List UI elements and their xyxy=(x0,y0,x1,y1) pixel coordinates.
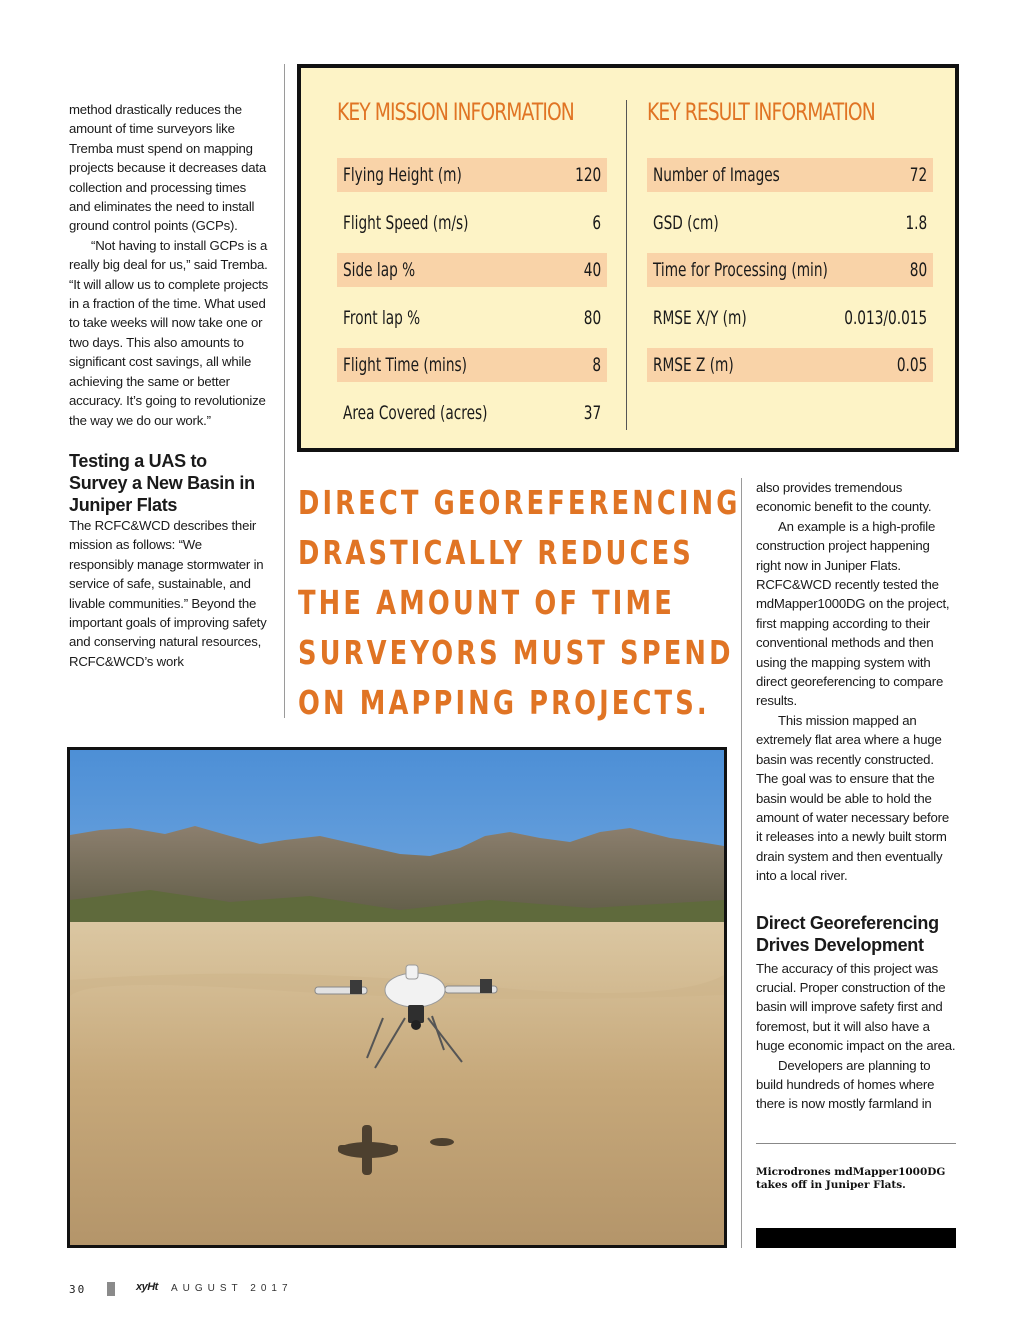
result-row xyxy=(647,206,933,240)
page-footer xyxy=(69,1280,369,1300)
right-text-column xyxy=(756,478,956,1114)
mission-info-title: KEY MISSION INFORMATION xyxy=(337,98,574,126)
result-info-title: KEY RESULT INFORMATION xyxy=(647,98,875,126)
mission-row xyxy=(337,301,607,335)
left-section-heading: Testing a UAS to Survey a New Basin in Juniper Flats xyxy=(69,450,255,515)
drone-photo-illustration xyxy=(70,750,724,1245)
pull-quote xyxy=(298,478,741,728)
mission-row-label: Front lap % xyxy=(343,306,421,329)
footer-square xyxy=(107,1282,115,1296)
mission-row-label: Flying Height (m) xyxy=(343,164,462,186)
result-row-label: RMSE Z (m) xyxy=(653,354,734,376)
issue-date: AUGUST 2017 xyxy=(171,1283,293,1294)
result-row xyxy=(647,253,933,287)
result-row xyxy=(647,348,933,382)
mission-row xyxy=(337,396,607,430)
mission-row-value: 8 xyxy=(592,354,601,376)
mission-row-value: 6 xyxy=(592,211,601,234)
drone-photo xyxy=(67,747,727,1248)
result-row xyxy=(647,158,933,192)
result-row-value: 72 xyxy=(909,164,927,186)
info-box-divider xyxy=(626,100,627,430)
pull-quote-line: THE AMOUNT OF TIME xyxy=(298,583,675,622)
pull-quote-line: DRASTICALLY REDUCES xyxy=(298,533,694,572)
dirt-ground xyxy=(70,922,724,1245)
mission-row-value: 120 xyxy=(574,164,601,186)
mission-row-value: 80 xyxy=(583,306,601,329)
mission-row-value: 40 xyxy=(583,259,601,281)
right-paragraph-4: The accuracy of this project was crucial. Proper construction of the basin will improve safety first and foremost, but it will also have a huge economic impact on the area. xyxy=(756,960,956,1054)
mission-row-value: 37 xyxy=(583,401,601,424)
mission-row-label: Side lap % xyxy=(343,259,416,281)
left-text-column xyxy=(69,100,269,671)
left-paragraph-3: The RCFC&WCD describes their mission as follows: “We responsibly manage stormwater in service of safe, sustainable, and livable communities.” Beyond the important goals of improving safety and conserving natural resources, RCFC&WCD’s work xyxy=(69,517,267,669)
page-number: 30 xyxy=(69,1283,87,1296)
result-row-label: Time for Processing (min) xyxy=(653,259,828,281)
mission-row-label: Area Covered (acres) xyxy=(343,401,488,424)
right-paragraph-3: This mission mapped an extremely flat area where a huge basin was recently constructed. The goal was to ensure that the basin would be able to hold the amount of water necessary before it releases into a newly built storm drain system and then eventually into a local river. xyxy=(756,712,949,884)
photo-caption: Microdrones mdMapper1000DG takes off in Juniper Flats. xyxy=(756,1166,946,1191)
right-paragraph-5: Developers are planning to build hundreds of homes where there is now mostly farmland in xyxy=(756,1057,935,1112)
result-row-value: 0.013/0.015 xyxy=(844,306,927,329)
mission-row-label: Flight Speed (m/s) xyxy=(343,211,469,234)
pull-quote-line: DIRECT GEOREFERENCING xyxy=(298,483,741,522)
left-paragraph-2: “Not having to install GCPs is a really big deal for us,” said Tremba. “It will allow us to complete projects in a fraction of the time. What used to take weeks will now take one or two days. This also amounts to significant cost savings, all while achieving the same or better accuracy. It’s going to revolutionize the way we do our work.” xyxy=(69,237,269,428)
result-row-label: GSD (cm) xyxy=(653,211,719,234)
mission-info-column xyxy=(337,94,607,443)
result-row-value: 1.8 xyxy=(905,211,927,234)
result-info-column xyxy=(647,94,933,396)
caption-divider xyxy=(756,1143,956,1144)
mission-row-label: Flight Time (mins) xyxy=(343,354,467,376)
magazine-logo: xyHt xyxy=(136,1281,158,1293)
result-row xyxy=(647,301,933,335)
decorative-bar xyxy=(756,1228,956,1248)
mission-row xyxy=(337,253,607,287)
column-divider-right xyxy=(741,478,742,1248)
pull-quote-line: ON MAPPING PROJECTS. xyxy=(298,683,710,722)
mission-row xyxy=(337,206,607,240)
right-paragraph-1: also provides tremendous economic benefit to the county. xyxy=(756,480,932,515)
mission-row xyxy=(337,348,607,382)
column-divider-left xyxy=(284,64,285,718)
result-row-value: 0.05 xyxy=(896,354,927,376)
right-paragraph-2: An example is a high-profile construction project happening right now in Juniper Flats. RCFC&WCD recently tested the mdMapper1000DG on the project, first mapping according to their conventional methods and then using the mapping system with direct georeferencing to compare results. xyxy=(756,518,950,709)
result-row-label: Number of Images xyxy=(653,164,780,186)
result-row-label: RMSE X/Y (m) xyxy=(653,306,747,329)
key-information-box xyxy=(297,64,959,452)
result-row-value: 80 xyxy=(909,259,927,281)
mission-row xyxy=(337,158,607,192)
right-section-heading: Direct Georeferencing Drives Development xyxy=(756,912,939,955)
left-paragraph-1: method drastically reduces the amount of time surveyors like Tremba must spend on mapping projects because it decreases data collection and processing times and eliminates the need to install ground control points (GCPs). xyxy=(69,102,266,234)
pull-quote-line: SURVEYORS MUST SPEND xyxy=(298,633,734,672)
